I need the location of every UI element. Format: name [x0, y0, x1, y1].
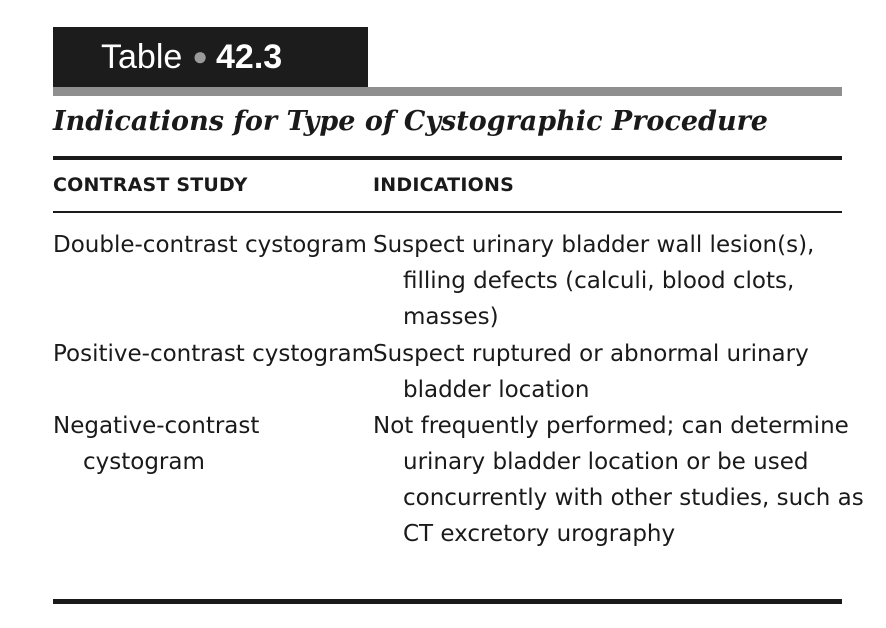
- column-header-contrast-study: CONTRAST STUDY: [53, 174, 248, 196]
- table-number: 42.3: [216, 38, 283, 76]
- table-number-label: [53, 27, 368, 87]
- gray-divider: [53, 87, 842, 96]
- bullet-dot-icon: ●: [192, 41, 208, 71]
- table-bottom-rule: [53, 599, 842, 604]
- table-top-rule: [53, 156, 842, 160]
- row-3-study: Negative-contrast cystogram: [53, 413, 260, 475]
- row-1-study: Double-contrast cystogram: [53, 232, 367, 258]
- row-1-indications: Suspect urinary bladder wall lesion(s), filling defects (calculi, blood clots, masses): [373, 232, 815, 330]
- row-2-study: Positive-contrast cystogram: [53, 341, 375, 367]
- row-3-indications: Not frequently performed; can determine urinary bladder location or be used concurrently with other studies, such as CT excretory urography: [373, 413, 864, 547]
- table-word: Table: [101, 38, 183, 76]
- column-header-indications: INDICATIONS: [373, 174, 514, 196]
- row-2-indications: Suspect ruptured or abnormal urinary bladder location: [373, 341, 809, 403]
- table-title: Indications for Type of Cystographic Procedure: [53, 106, 768, 137]
- header-rule: [53, 211, 842, 213]
